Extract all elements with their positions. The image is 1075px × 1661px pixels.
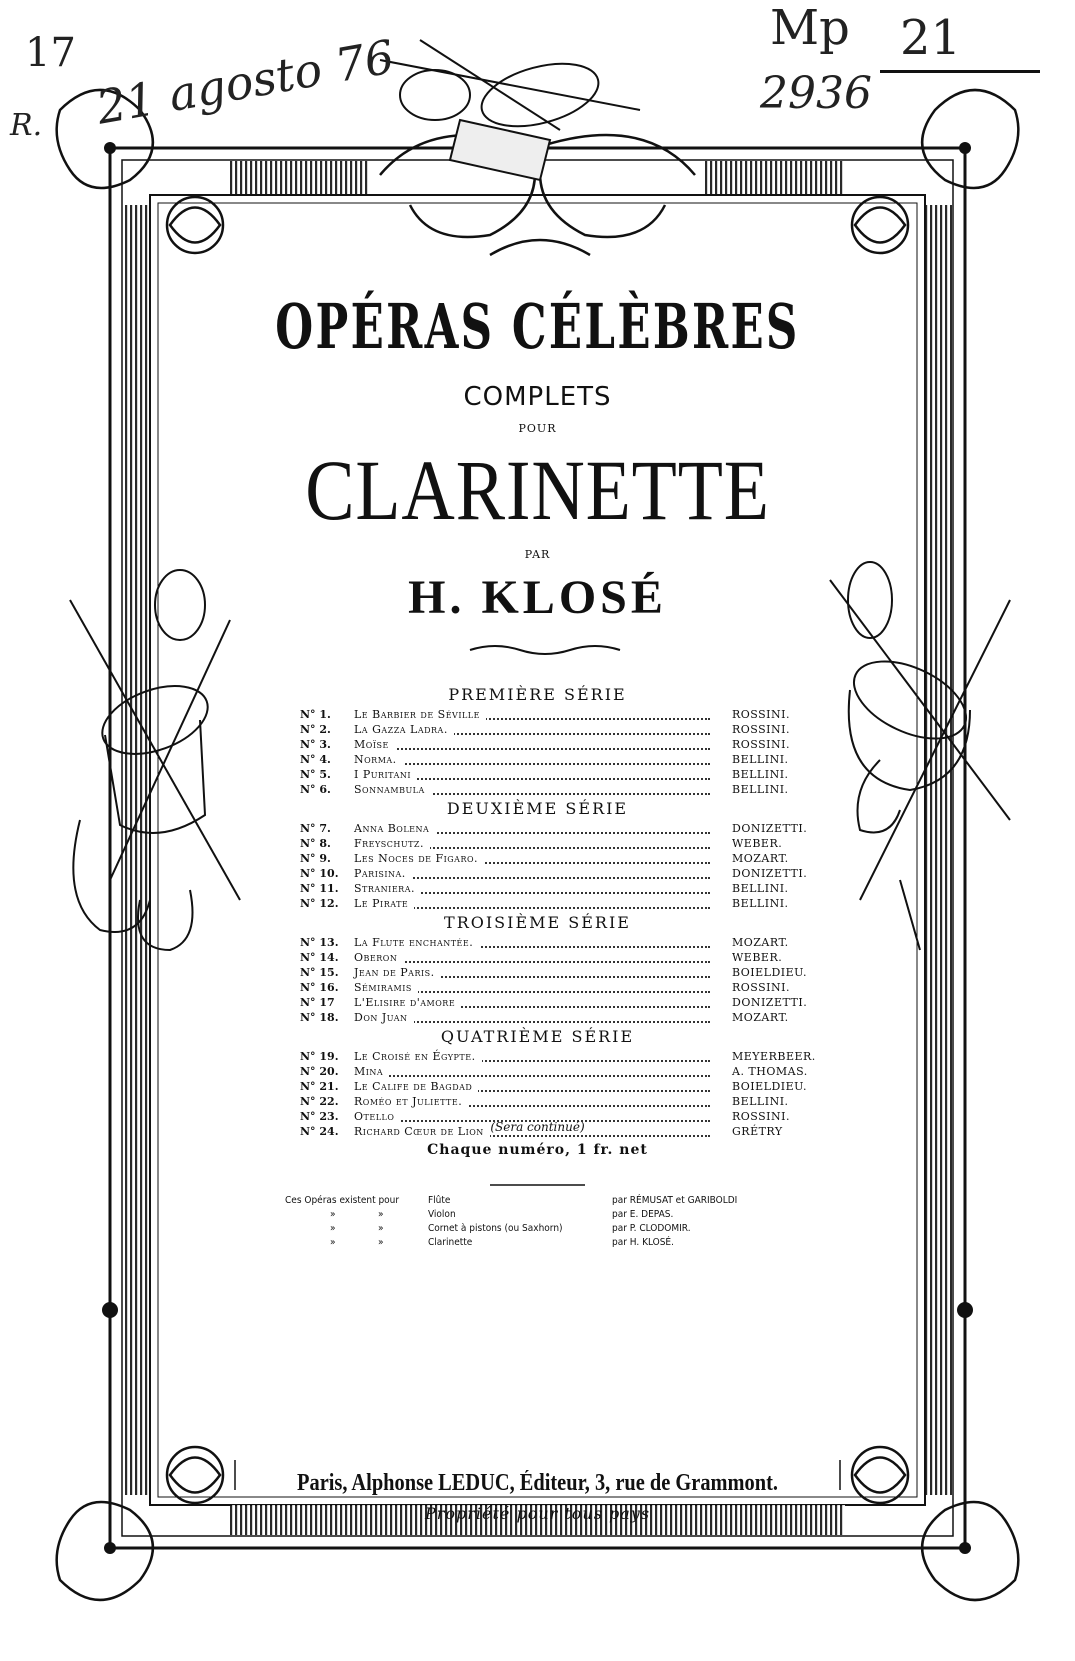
list-item — [300, 896, 820, 912]
item-title: Les Noces de Figaro. — [354, 851, 484, 867]
list-item — [300, 782, 820, 798]
item-composer: ROSSINI. — [732, 708, 790, 721]
item-title: Moïse — [354, 737, 395, 753]
item-number: N° 21. — [300, 1080, 339, 1093]
leader-dots — [354, 737, 710, 750]
item-number: N° 18. — [300, 1011, 339, 1024]
series-heading: PREMIÈRE SÉRIE — [448, 685, 627, 704]
continued-note: (Sera continué) — [490, 1120, 585, 1134]
item-number: N° 23. — [300, 1110, 339, 1123]
item-number: N° 2. — [300, 723, 331, 736]
list-item — [300, 767, 820, 783]
series-heading: DEUXIÈME SÉRIE — [446, 799, 629, 818]
ditto-mark: » — [330, 1209, 336, 1220]
item-title: Richard Cœur de Lion — [354, 1124, 490, 1140]
item-number: N° 1. — [300, 708, 331, 721]
item-number: N° 14. — [300, 951, 339, 964]
rights-notice: Propriété pour tous pays — [424, 1504, 651, 1523]
edition-arranger: par H. KLOSÉ. — [612, 1237, 674, 1248]
item-number: N° 8. — [300, 837, 331, 850]
item-number: N° 10. — [300, 867, 339, 880]
item-composer: BELLINI. — [732, 1095, 789, 1108]
item-title: Sémiramis — [354, 980, 418, 996]
item-number: N° 24. — [300, 1125, 339, 1138]
item-composer: ROSSINI. — [732, 723, 790, 736]
item-title: Norma. — [354, 752, 403, 768]
item-composer: BOIELDIEU. — [732, 1080, 807, 1093]
leader-dots — [354, 1064, 710, 1077]
item-title: Sonnambula — [354, 782, 431, 798]
list-item — [300, 752, 820, 768]
shelf-mark-a: Mp — [770, 0, 850, 56]
item-number: N° 3. — [300, 738, 331, 751]
list-item — [300, 821, 820, 837]
ditto-mark: » — [378, 1223, 384, 1234]
list-item — [300, 1010, 820, 1026]
item-composer: ROSSINI. — [732, 981, 790, 994]
item-title: Anna Bolena — [354, 821, 435, 837]
ditto-mark: » — [330, 1237, 336, 1248]
item-title: Freyschutz. — [354, 836, 430, 852]
item-composer: DONIZETTI. — [732, 996, 808, 1009]
shelf-mark-b: 21 — [900, 10, 962, 66]
item-composer: BELLINI. — [732, 882, 789, 895]
ditto-mark: » — [378, 1209, 384, 1220]
item-composer: BELLINI. — [732, 783, 789, 796]
edition-instrument: Clarinette — [428, 1237, 473, 1248]
list-item — [300, 1049, 820, 1065]
edition-instrument: Cornet à pistons (ou Saxhorn) — [428, 1223, 563, 1234]
item-number: N° 4. — [300, 753, 331, 766]
list-item — [300, 935, 820, 951]
edition-arranger: par E. DEPAS. — [612, 1209, 674, 1220]
list-item — [300, 980, 820, 996]
edition-arranger: par RÉMUSAT et GARIBOLDI — [612, 1195, 738, 1206]
item-number: N° 6. — [300, 783, 331, 796]
item-title: Jean de Paris. — [354, 965, 441, 981]
item-number: N° 20. — [300, 1065, 339, 1078]
item-number: N° 19. — [300, 1050, 339, 1063]
list-item — [300, 1079, 820, 1095]
leader-dots — [354, 752, 710, 765]
item-number: N° 11. — [300, 882, 339, 895]
edition-arranger: par P. CLODOMIR. — [612, 1223, 691, 1234]
item-composer: BELLINI. — [732, 897, 789, 910]
item-composer: DONIZETTI. — [732, 867, 808, 880]
item-title: Otello — [354, 1109, 400, 1125]
edition-instrument: Violon — [428, 1209, 456, 1220]
item-title: Oberon — [354, 950, 403, 966]
item-composer: WEBER. — [732, 837, 783, 850]
list-item — [300, 995, 820, 1011]
list-item — [300, 965, 820, 981]
item-number: N° 15. — [300, 966, 339, 979]
publisher-imprint: Paris, Alphonse LEDUC, Éditeur, 3, rue de Grammont. — [297, 1470, 778, 1496]
list-item — [300, 950, 820, 966]
item-title: Le Barbier de Séville — [354, 707, 486, 723]
item-title: Don Juan — [354, 1010, 414, 1026]
item-composer: ROSSINI. — [732, 1110, 790, 1123]
item-composer: WEBER. — [732, 951, 783, 964]
page-title: OPÉRAS CÉLÈBRES — [275, 290, 800, 363]
item-composer: DONIZETTI. — [732, 822, 808, 835]
folio-number: 17 — [25, 30, 76, 76]
list-item — [300, 707, 820, 723]
list-item — [300, 881, 820, 897]
shelf-mark-c: 2936 — [760, 68, 872, 119]
subtitle: COMPLETS — [463, 382, 612, 412]
par-label: PAR — [524, 548, 551, 561]
item-number: N° 12. — [300, 897, 339, 910]
instrument-title: CLARINETTE — [305, 442, 770, 538]
leader-dots — [354, 950, 710, 963]
ditto-mark: » — [378, 1237, 384, 1248]
item-composer: BOIELDIEU. — [732, 966, 807, 979]
item-composer: A. THOMAS. — [732, 1065, 808, 1078]
item-title: Le Pirate — [354, 896, 414, 912]
item-composer: BELLINI. — [732, 753, 789, 766]
item-title: Le Croisé en Égypte. — [354, 1049, 482, 1065]
item-composer: ROSSINI. — [732, 738, 790, 751]
series-heading: TROISIÈME SÉRIE — [444, 913, 631, 932]
item-composer: GRÉTRY — [732, 1125, 783, 1138]
item-composer: MOZART. — [732, 936, 789, 949]
list-item — [300, 1094, 820, 1110]
list-item — [300, 1064, 820, 1080]
item-number: N° 9. — [300, 852, 331, 865]
item-title: Roméo et Juliette. — [354, 1094, 468, 1110]
item-title: L'Elisire d'amore — [354, 995, 461, 1011]
item-composer: MOZART. — [732, 1011, 789, 1024]
item-number: N° 17 — [300, 996, 335, 1009]
item-number: N° 13. — [300, 936, 339, 949]
shelf-mark-underline — [880, 70, 1040, 73]
r-mark: R. — [10, 108, 43, 143]
list-item — [300, 722, 820, 738]
item-number: N° 7. — [300, 822, 331, 835]
author-name: H. KLOSÉ — [408, 571, 667, 624]
item-title: Parisina. — [354, 866, 412, 882]
handwritten-date: 21 agosto 76 — [92, 29, 399, 135]
item-title: Mina — [354, 1064, 389, 1080]
series-heading: QUATRIÈME SÉRIE — [440, 1027, 635, 1046]
list-item — [300, 836, 820, 852]
item-composer: MEYERBEER. — [732, 1050, 816, 1063]
pour-label: POUR — [518, 422, 557, 435]
item-number: N° 5. — [300, 768, 331, 781]
item-title: Le Calife de Bagdad — [354, 1079, 478, 1095]
list-item — [300, 851, 820, 867]
price-line: Chaque numéro, 1 fr. net — [427, 1142, 648, 1158]
item-title: La Flute enchantée. — [354, 935, 479, 951]
list-item — [300, 737, 820, 753]
item-composer: BELLINI. — [732, 768, 789, 781]
item-number: N° 16. — [300, 981, 339, 994]
item-title: Straniera. — [354, 881, 421, 897]
item-title: La Gazza Ladra. — [354, 722, 454, 738]
edition-instrument: Flûte — [428, 1195, 451, 1206]
item-title: I Puritani — [354, 767, 417, 783]
item-composer: MOZART. — [732, 852, 789, 865]
list-item — [300, 866, 820, 882]
item-number: N° 22. — [300, 1095, 339, 1108]
ditto-mark: » — [330, 1223, 336, 1234]
editions-lead: Ces Opéras existent pour — [285, 1195, 400, 1206]
